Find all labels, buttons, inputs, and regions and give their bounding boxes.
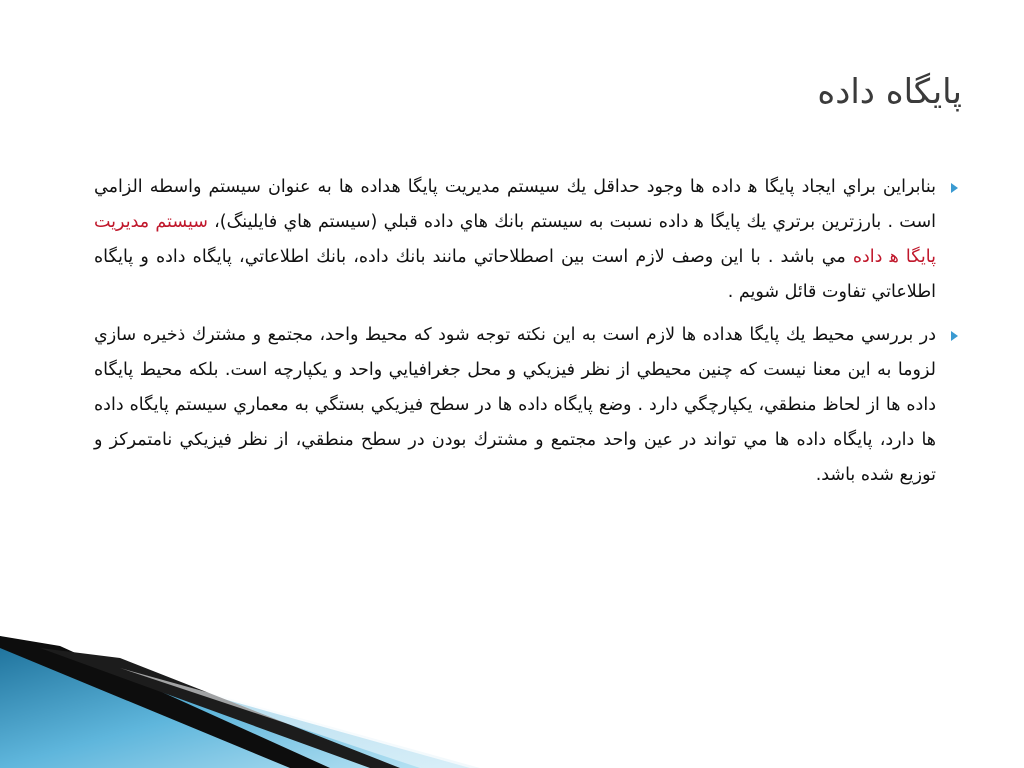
paragraph-1-text-end: مي باشد . با اين وصف لازم است بين اصطلاحاتي مانند بانك داده، بانك اطلاعاتي، پايگاه داده و پايگاه اطلاعاتي تفاوت قائل شويم .: [94, 247, 936, 302]
bullet-paragraph-1: [94, 170, 962, 310]
paragraph-1-text-start: بنابراين براي ايجاد پايگا ﻫ داده ها وجود حداقل يك سيستم مديريت پايگا هداده ها به عنوان سيستم واسطه الزامي است . بارزترين برتري يك پايگا ﻫ داده نسبت به سيستم بانك هاي داده قبلي (سيستم هاي فايلينگ)،: [94, 177, 937, 232]
bullet-arrow-icon: [951, 331, 958, 341]
slide-title: پایگاه داده: [817, 72, 962, 112]
slide-body: [94, 170, 962, 501]
bullet-paragraph-2: [94, 318, 962, 493]
bullet-arrow-icon: [951, 183, 958, 193]
decorative-corner-swoosh: [0, 628, 1024, 768]
paragraph-1-highlight: سيستم مديريت پايگا ﻫ داده: [94, 212, 936, 267]
paragraph-2-text: در بررسي محيط يك پايگا هداده ها لازم است به اين نكته توجه شود كه محيط واحد، مجتمع و مشترك ذخيره سازي لزوما به اين معنا نيست كه چنين محيطي از نظر فيزيكي و محل جغرافيايي واحد و يكپارچه است. بلكه محيط پايگاه داده ها از لحاظ منطقي، يكپارچگي دارد . وضع پايگاه داده ها در سطح فيزيكي بستگي به معماري سيستم پايگاه داده ها دارد، پايگاه داده ها مي تواند در عين واحد مجتمع و مشترك بودن در سطح منطقي، از نظر فيزيكي نامتمركز و توزيع شده باشد.: [94, 325, 936, 485]
